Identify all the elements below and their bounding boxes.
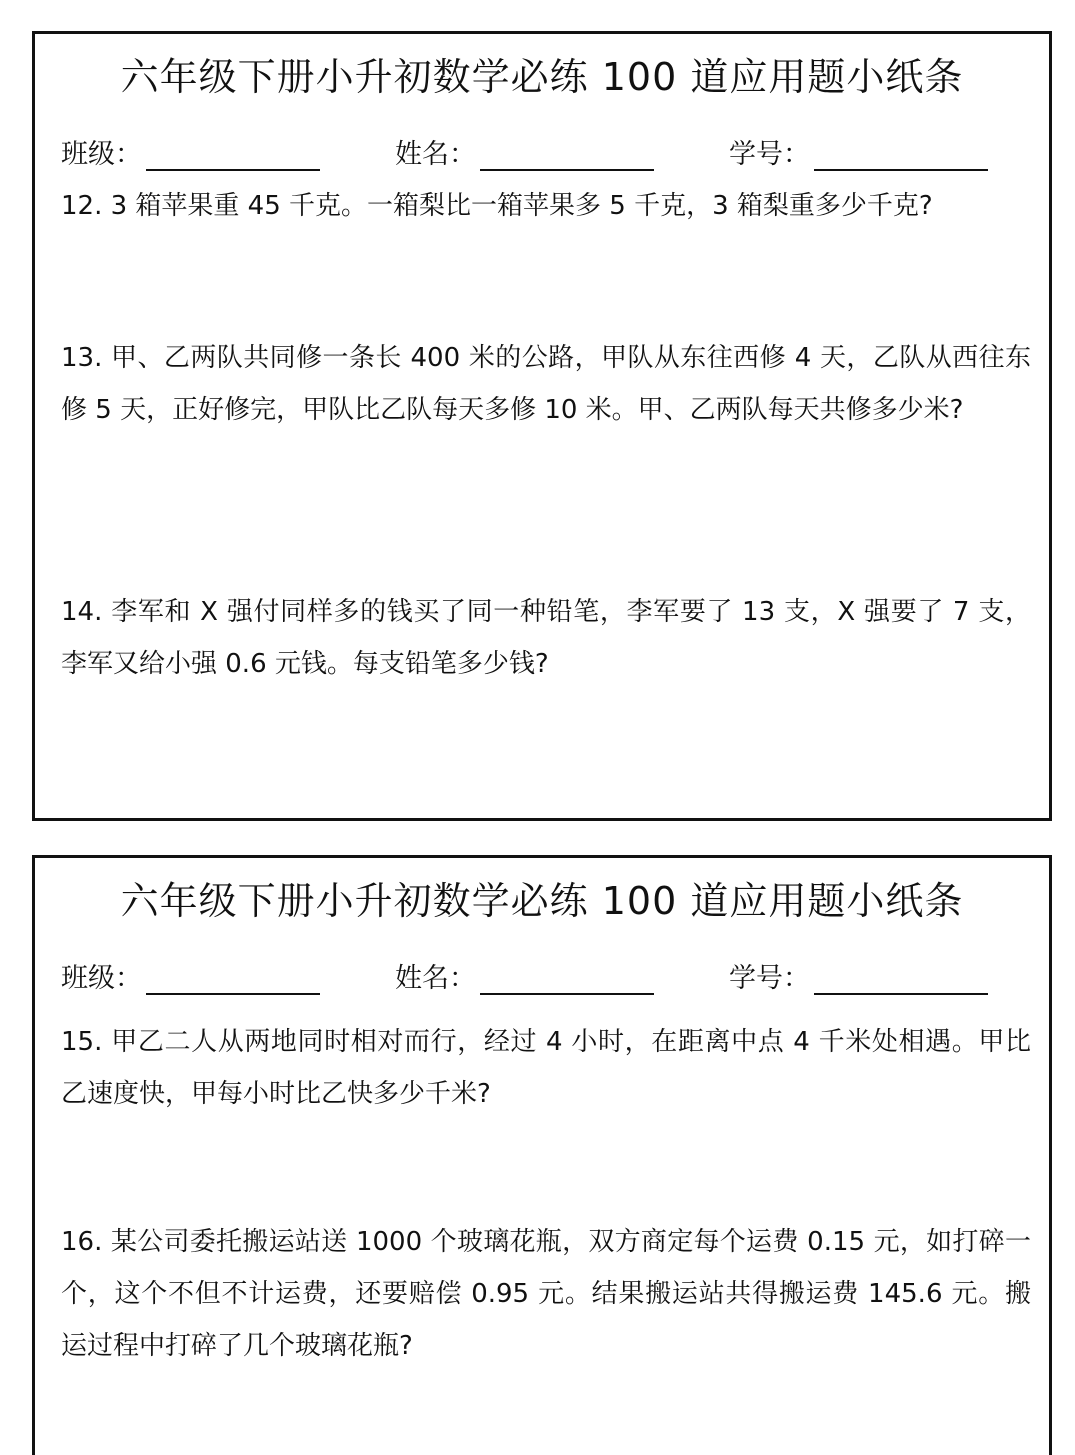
question-15: 15. 甲乙二人从两地同时相对而行，经过 4 小时，在距离中点 4 千米处相遇。甲比乙速度快，甲每小时比乙快多少千米? bbox=[61, 1027, 1031, 1109]
question-14: 14. 李军和 X 强付同样多的钱买了同一种铅笔，李军要了 13 支，X 强要了 7 支，李军又给小强 0.6 元钱。每支铅笔多少钱? bbox=[61, 597, 1031, 679]
name-blank-line[interactable] bbox=[480, 141, 654, 171]
name-label: 姓名： bbox=[395, 139, 476, 170]
slip-title: 六年级下册小升初数学必练 100 道应用题小纸条 bbox=[120, 879, 964, 923]
student-info-row bbox=[61, 132, 1021, 172]
student-id-blank-line[interactable] bbox=[814, 965, 988, 995]
student-id-field bbox=[729, 956, 988, 995]
class-blank-line[interactable] bbox=[146, 141, 320, 171]
student-id-field bbox=[729, 132, 988, 171]
student-id-label: 学号： bbox=[729, 139, 810, 170]
class-label: 班级： bbox=[61, 139, 142, 170]
name-field bbox=[395, 956, 654, 995]
question-13: 13. 甲、乙两队共同修一条长 400 米的公路，甲队从东往西修 4 天，乙队从西往东修 5 天，正好修完，甲队比乙队每天多修 10 米。甲、乙两队每天共修多少米? bbox=[61, 343, 1031, 425]
class-blank-line[interactable] bbox=[146, 965, 320, 995]
student-info-row bbox=[61, 956, 1021, 996]
question-16: 16. 某公司委托搬运站送 1000 个玻璃花瓶，双方商定每个运费 0.15 元，如打碎一个，这个不但不计运费，还要赔偿 0.95 元。结果搬运站共得搬运费 145.6 元。搬运过程中打碎了几个玻璃花瓶? bbox=[61, 1227, 1031, 1361]
name-label: 姓名： bbox=[395, 963, 476, 994]
worksheet-slip-2 bbox=[32, 855, 1052, 1455]
name-field bbox=[395, 132, 654, 171]
slip-title: 六年级下册小升初数学必练 100 道应用题小纸条 bbox=[120, 55, 964, 99]
class-label: 班级： bbox=[61, 963, 142, 994]
class-field bbox=[61, 132, 320, 171]
name-blank-line[interactable] bbox=[480, 965, 654, 995]
student-id-label: 学号： bbox=[729, 963, 810, 994]
class-field bbox=[61, 956, 320, 995]
question-12: 12. 3 箱苹果重 45 千克。一箱梨比一箱苹果多 5 千克，3 箱梨重多少千克? bbox=[61, 191, 933, 221]
worksheet-slip-1 bbox=[32, 31, 1052, 821]
student-id-blank-line[interactable] bbox=[814, 141, 988, 171]
